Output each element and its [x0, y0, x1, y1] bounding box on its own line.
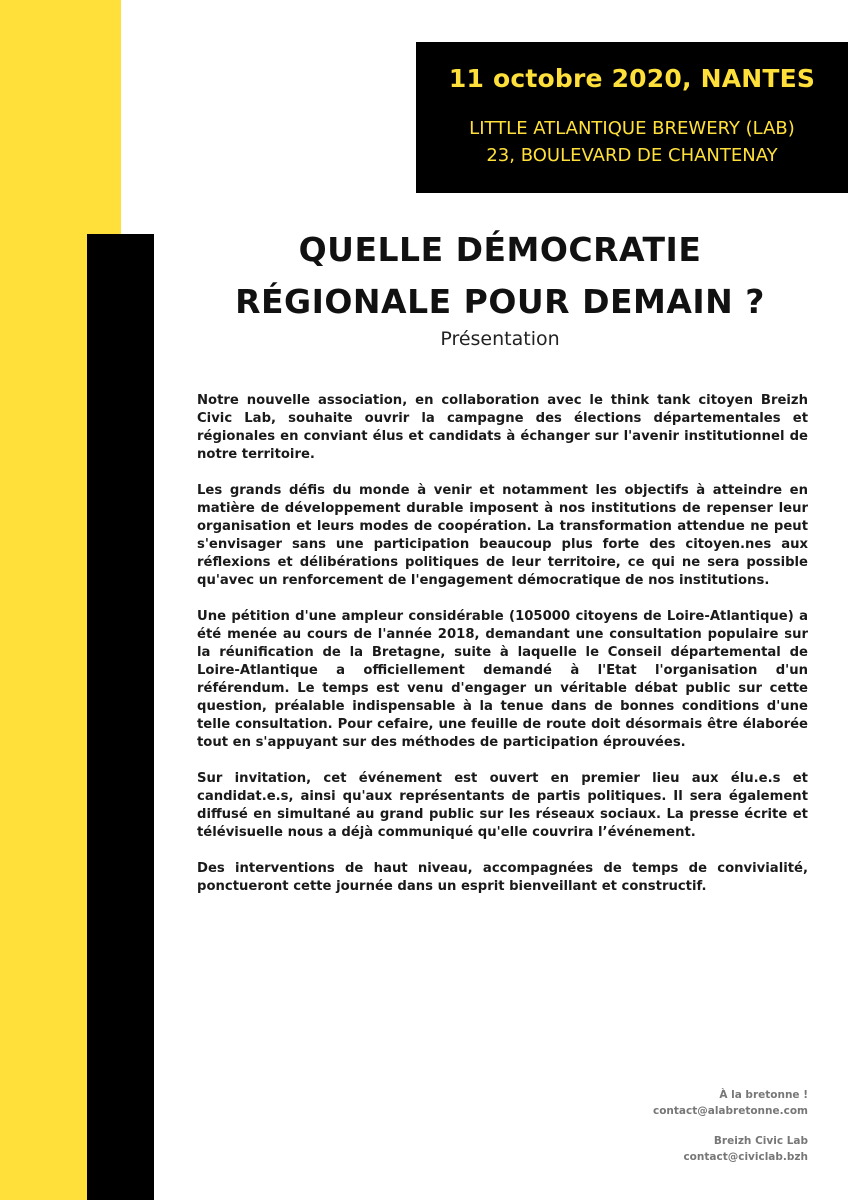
org-email: contact@alabretonne.com — [652, 1105, 808, 1117]
decorative-black-bar — [87, 234, 154, 1200]
title-line-1: QUELLE DÉMOCRATIE — [298, 230, 702, 269]
title-line-2: RÉGIONALE POUR DEMAIN ? — [235, 282, 765, 321]
paragraph-5: Des interventions de haut niveau, accompagnées de temps de convivialité, ponctueront cette journée dans un esprit bienveillant et constructif. — [197, 861, 808, 894]
event-date-city: 11 octobre 2020, NANTES — [448, 64, 816, 93]
event-venue — [416, 115, 848, 169]
paragraph-2: Les grands défis du monde à venir et notamment les objectifs à atteindre en matière de développement durable imposent à nos institutions de repenser leur organisation et leurs modes de coopération. La transformation attendue ne peut s'envisager sans une participation beaucoup plus forte des citoyen.nes aux réflexions et délibérations politiques de leur territoire, ce qui ne sera possible qu'avec un renforcement de l'engagement démocratique de nos institutions. — [197, 483, 808, 588]
paragraph-1: Notre nouvelle association, en collaboration avec le think tank citoyen Breizh Civic Lab, souhaite ouvrir la campagne des élections départementales et régionales en conviant élus et candidats à échanger sur l'avenir institutionnel de notre territoire. — [197, 393, 808, 462]
footer-contacts — [653, 1087, 808, 1179]
org-name: À la bretonne ! — [719, 1089, 808, 1101]
footer-contact-alabretonne — [653, 1087, 808, 1119]
venue-name: LITTLE ATLANTIQUE BREWERY (LAB) — [469, 118, 795, 139]
paragraph-4: Sur invitation, cet événement est ouvert en premier lieu aux élu.e.s et candidat.e.s, ainsi qu'aux représentants de partis politiques. Il sera également diffusé en simultané au grand public sur les réseaux sociaux. La presse écrite et télévisuelle nous a déjà communiqué qu'elle couvrira l’événement. — [197, 771, 808, 840]
venue-address: 23, BOULEVARD DE CHANTENAY — [486, 145, 778, 166]
footer-contact-civiclab — [653, 1133, 808, 1165]
page-title — [160, 224, 840, 328]
org-email: contact@civiclab.bzh — [683, 1151, 808, 1163]
event-header-box — [416, 42, 848, 193]
presentation-body — [197, 392, 808, 914]
org-name: Breizh Civic Lab — [713, 1135, 808, 1147]
page-subtitle: Présentation — [440, 328, 560, 350]
paragraph-3: Une pétition d'une ampleur considérable (105000 citoyens de Loire-Atlantique) a été menée au cours de l'année 2018, demandant une consultation populaire sur la réunification de la Bretagne, suite à laquelle le Conseil départemental de Loire-Atlantique a officiellement demandé à l'Etat l'organisation d'un référendum. Le temps est venu d'engager un véritable débat public sur cette question, préalable indispensable à la tenue dans de bonnes conditions d'une telle consultation. Pour cefaire, une feuille de route doit désormais être élaborée tout en s'appuyant sur des méthodes de participation éprouvées. — [197, 609, 808, 750]
